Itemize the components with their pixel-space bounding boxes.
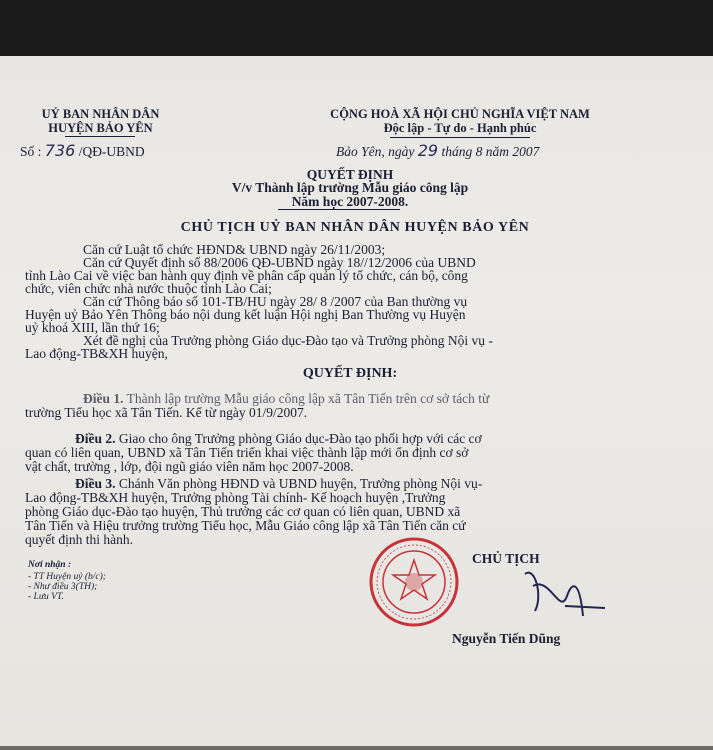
date-day-handwritten: 29 [417, 141, 439, 160]
article-2-line: vật chất, trường , lớp, đội ngũ giáo viên năm học 2007-2008. [25, 459, 354, 474]
title-rule [278, 209, 400, 210]
national-motto: Độc lập - Tự do - Hạnh phúc [383, 121, 537, 135]
signer-name: Nguyễn Tiến Dũng [452, 631, 561, 646]
document-subject: V/v Thành lập trường Mẫu giáo công lập [231, 180, 469, 195]
recipients-title: Nơi nhận : [28, 560, 72, 570]
number-prefix: Số : [20, 144, 42, 159]
preamble-line: Lao động-TB&XH huyện, [25, 346, 168, 361]
document-page [0, 56, 713, 746]
recipient-item: - TT Huyện uỷ (b/c); [28, 572, 106, 582]
preamble-line: Căn cứ Quyết định số 88/2006 QĐ-UBND ngày 18//12/2006 của UBND [83, 255, 476, 270]
number-suffix: /QĐ-UBND [78, 144, 145, 159]
article-2-line: quan có liên quan, UBND xã Tân Tiến triển khai việc thành lập mới ổn định cơ sở [25, 445, 469, 460]
article-3-line: Tân Tiến và Hiệu trưởng trường Tiểu học, Mẫu Giáo công lập xã Tân Tiến căn cứ [25, 518, 466, 533]
district-name: HUYỆN BẢO YÊN [48, 121, 153, 135]
recipient-item: - Như điều 3(TH); [28, 582, 98, 592]
article-1-text: Thành lập trường Mẫu giáo công lập xã Tân Tiến trên cơ sở tách từ [126, 391, 490, 406]
article-1-label: Điều 1. [83, 391, 124, 406]
article-3-line: phòng Giáo dục-Đào tạo huyện, Thủ trưởng các cơ quan có liên quan, UBND xã [25, 504, 461, 519]
header-left-rule [65, 136, 135, 137]
handwritten-signature [505, 556, 615, 626]
article-3-label: Điều 3. [75, 476, 116, 491]
national-title: CỘNG HOÀ XÃ HỘI CHỦ NGHĨA VIỆT NAM [330, 107, 590, 121]
preamble-line: tỉnh Lào Cai về việc ban hành quy định về phân cấp quản lý tổ chức, cán bộ, công [25, 268, 468, 283]
preamble-line: Huyện uỷ Bảo Yên Thông báo nội dung kết luận Hội nghị Ban Thường vụ Huyện [25, 307, 466, 322]
preamble-line: uỷ khoá XIII, lần thứ 16; [25, 320, 160, 335]
preamble-line: Xét đề nghị của Trưởng phòng Giáo dục-Đào tạo và Trưởng phòng Nội vụ - [83, 333, 493, 348]
issuing-authority: CHỦ TỊCH UỶ BAN NHÂN DÂN HUYỆN BẢO YÊN [180, 220, 530, 235]
document-title: QUYẾT ĐỊNH [306, 167, 394, 182]
article-3-text: Chánh Văn phòng HĐND và UBND huyện, Trưởng phòng Nội vụ- [118, 476, 483, 491]
recipient-item: - Lưu VT. [28, 592, 64, 602]
signer-title: CHỦ TỊCH [472, 551, 540, 566]
article-2-text: Giao cho ông Trưởng phòng Giáo dục-Đào tạo phối hợp với các cơ [118, 431, 482, 446]
article-1-line: trường Tiểu học xã Tân Tiến. Kể từ ngày 01/9/2007. [25, 405, 308, 420]
official-seal-stamp [368, 536, 460, 628]
document-number [20, 141, 145, 160]
preamble-line: Căn cứ Thông báo số 101-TB/HU ngày 28/ 8 /2007 của Ban thường vụ [83, 294, 468, 309]
article-3-line: quyết định thi hành. [25, 532, 133, 547]
preamble-line: Căn cứ Luật tổ chức HĐND& UBND ngày 26/11/2003; [83, 242, 386, 257]
school-year: Năm học 2007-2008. [291, 194, 409, 209]
number-handwritten: 736 [44, 141, 76, 160]
decision-heading: QUYẾT ĐỊNH: [302, 366, 398, 381]
document-date [336, 141, 539, 160]
date-suffix: tháng 8 năm 2007 [441, 144, 540, 159]
header-right-rule [390, 137, 530, 138]
agency-name: UỶ BAN NHÂN DÂN [41, 107, 160, 121]
preamble-line: chức, viên chức nhà nước thuộc tỉnh Lào Cai; [25, 281, 272, 296]
date-prefix: Bảo Yên, ngày [336, 144, 415, 159]
article-2-label: Điều 2. [75, 431, 116, 446]
article-3-line: Lao động-TB&XH huyện, Trưởng phòng Tài chính- Kế hoạch huyện ,Trưởng [25, 490, 446, 505]
